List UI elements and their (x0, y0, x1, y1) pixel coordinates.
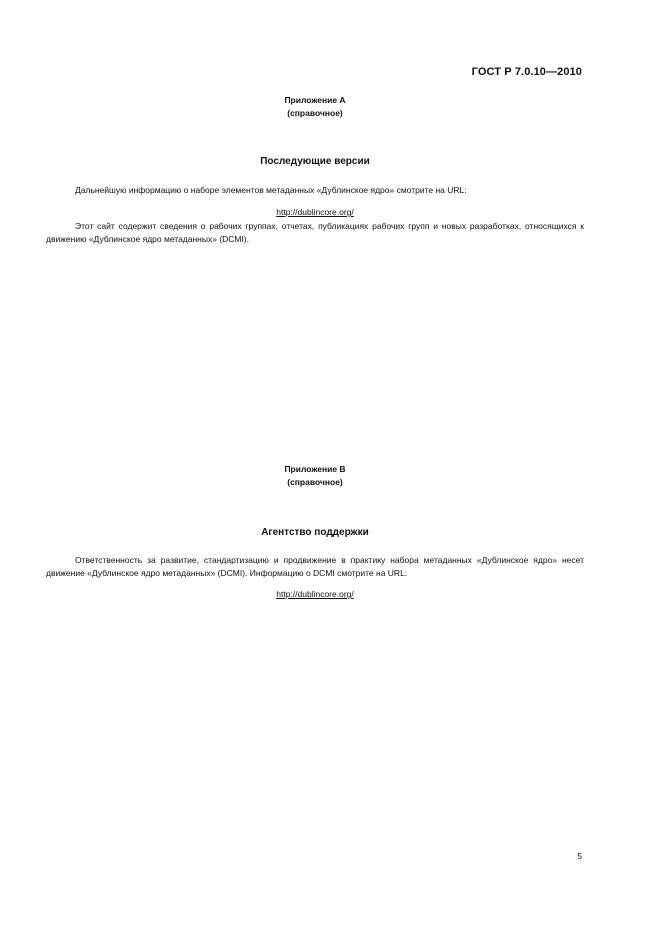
appendix-a-url-link[interactable]: http://dublincore.org/ (276, 207, 354, 217)
appendix-a-title: Последующие версии (260, 156, 370, 167)
appendix-b-type: (справочное) (287, 477, 343, 487)
appendix-b-title: Агентство поддержки (261, 527, 369, 538)
appendix-a-type: (справочное) (287, 108, 343, 118)
appendix-b-url-link[interactable]: http://dublincore.org/ (276, 589, 354, 599)
document-code: ГОСТ Р 7.0.10—2010 (471, 66, 582, 78)
page-number: 5 (577, 851, 582, 861)
appendix-b-paragraph-1: Ответственность за развитие, стандартизацию и продвижение в практику набора метаданных «Дублинское ядро» несет движение «Дублинское ядро метаданных» (DCMI). Информацию о DCMI смотрите на URL: (46, 555, 584, 578)
appendix-a-paragraph-1: Дальнейшую информацию о наборе элементов метаданных «Дублинское ядро» смотрите на URL: (75, 185, 467, 195)
appendix-a-label: Приложение А (284, 95, 346, 105)
appendix-a-paragraph-2: Этот сайт содержит сведения о рабочих группах, отчетах, публикациях рабочих групп и новых разработках, относящихся к движению «Дублинское ядро метаданных» (DCMI). (46, 221, 584, 244)
appendix-b-label: Приложение В (284, 464, 346, 474)
